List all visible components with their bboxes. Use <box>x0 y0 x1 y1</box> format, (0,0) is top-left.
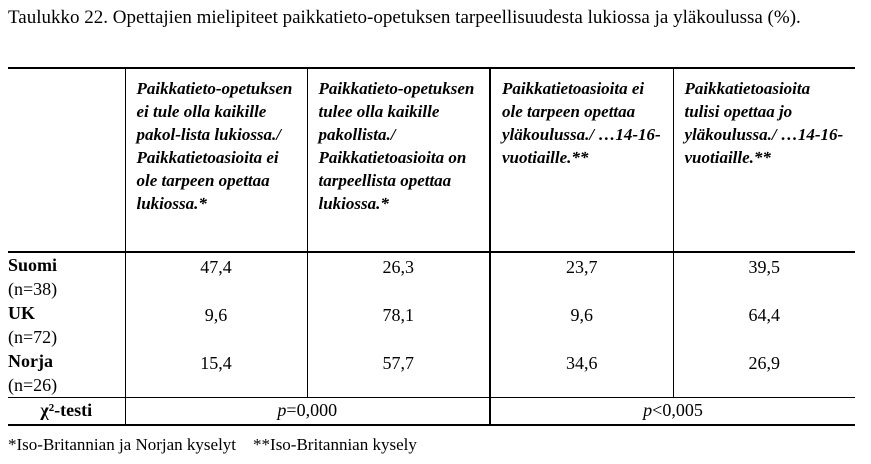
test-label: χ²-testi <box>8 398 125 426</box>
header-col-3: Paikkatietoasioita ei ole tarpeen opettaa yläkoulussa./ …14-16-vuotiaille.** <box>490 68 673 252</box>
cell-value: 26,3 <box>307 252 490 301</box>
header-col-2: Paikkatieto-opetuksen tulee olla kaikille pakollista./ Paikkatietoasioita on tarpeellista opettaa lukiossa.* <box>307 68 490 252</box>
p-symbol: p <box>277 400 287 420</box>
header-corner <box>8 68 125 252</box>
cell-value: 26,9 <box>673 349 855 398</box>
cell-value: 47,4 <box>125 252 307 301</box>
cell-value: 39,5 <box>673 252 855 301</box>
p-value: <0,005 <box>652 400 703 420</box>
cell-value: 57,7 <box>307 349 490 398</box>
table-row-suomi <box>8 252 855 301</box>
cell-value: 23,7 <box>490 252 673 301</box>
sample-size: (n=26) <box>8 375 58 395</box>
row-label <box>8 301 125 349</box>
sample-size: (n=38) <box>8 279 58 299</box>
header-col-4: Paikkatietoasioita tulisi opettaa jo yläkoulussa./ …14-16-vuotiaille.** <box>673 68 855 252</box>
row-label <box>8 349 125 398</box>
table-footnote: *Iso-Britannian ja Norjan kyselyt **Iso-Britannian kysely <box>8 435 417 454</box>
cell-value: 9,6 <box>490 301 673 349</box>
table-caption: Taulukko 22. Opettajien mielipiteet paikkatieto-opetuksen tarpeellisuudesta lukiossa ja yläkoulussa (%). <box>8 7 801 28</box>
header-col-1: Paikkatieto-opetuksen ei tule olla kaikille pakol-lista lukiossa./ Paikkatietoasioita ei ole tarpeen opettaa lukiossa.* <box>125 68 307 252</box>
table-row-norja <box>8 349 855 398</box>
p-value: =0,000 <box>286 400 338 420</box>
cell-value: 9,6 <box>125 301 307 349</box>
table-row-uk <box>8 301 855 349</box>
row-label <box>8 252 125 301</box>
test-result-right <box>490 398 855 426</box>
country-name: UK <box>8 303 35 323</box>
sample-size: (n=72) <box>8 327 58 347</box>
p-symbol: p <box>643 400 653 420</box>
opinions-table <box>8 67 855 426</box>
chi-square-test-row <box>8 398 855 426</box>
country-name: Suomi <box>8 255 58 275</box>
cell-value: 64,4 <box>673 301 855 349</box>
table-header-row <box>8 68 855 252</box>
test-result-left <box>125 398 490 426</box>
cell-value: 15,4 <box>125 349 307 398</box>
cell-value: 78,1 <box>307 301 490 349</box>
cell-value: 34,6 <box>490 349 673 398</box>
country-name: Norja <box>8 351 53 371</box>
